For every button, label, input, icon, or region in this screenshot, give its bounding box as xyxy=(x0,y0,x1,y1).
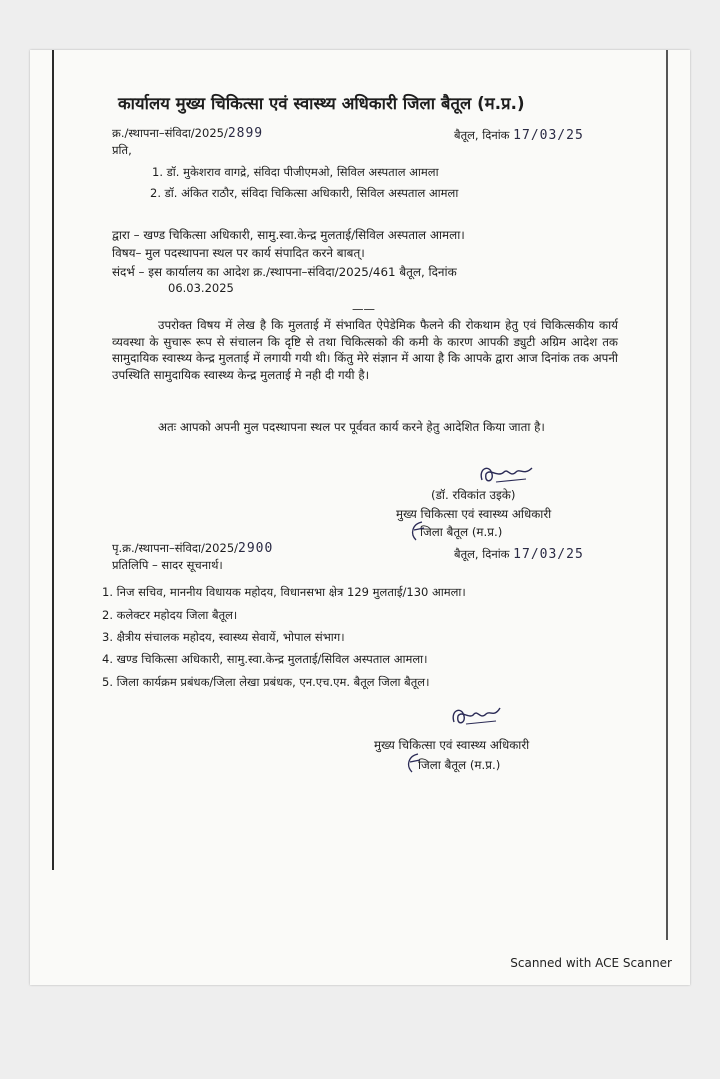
signature-scrawl-2 xyxy=(448,704,504,728)
copy-signatory-place: जिला बैतूल (म.प्र.) xyxy=(418,758,501,772)
subject-line: विषय– मुल पदस्थापना स्थल पर कार्य संपादित करने बाबत्। xyxy=(112,246,365,260)
reference-line: संदर्भ – इस कार्यालय का आदेश क्र./स्थापना–संविदा/2025/461 बैतूल, दिनांक xyxy=(112,265,457,279)
page-edge-left xyxy=(52,50,54,870)
pratilipi-label: प्रतिलिपि – सादर सूचनार्थ। xyxy=(112,558,223,572)
copy-place-date-label: बैतूल, दिनांक xyxy=(454,547,510,561)
initial-scrawl-2 xyxy=(404,752,422,774)
initial-scrawl-1 xyxy=(408,520,426,542)
recipient-1: 1. डॉ. मुकेशराव वागद्रे, संविदा पीजीएमओ, सिविल अस्पताल आमला xyxy=(152,165,439,179)
ref-prefix: क्र./स्थापना–संविदा/2025/ xyxy=(112,126,228,140)
signatory-place: जिला बैतूल (म.प्र.) xyxy=(420,525,503,539)
copy-signatory-title: मुख्य चिकित्सा एवं स्वास्थ्य अधिकारी xyxy=(374,738,530,752)
copy-ref-number-handwritten: 2900 xyxy=(238,541,274,556)
place-date xyxy=(454,128,584,143)
page-edge-right xyxy=(666,50,668,940)
prati-label: प्रति, xyxy=(112,143,132,157)
office-heading: कार्यालय मुख्य चिकित्सा एवं स्वास्थ्य अधिकारी जिला बैतूल (म.प्र.) xyxy=(118,94,525,113)
copy-item-3: 3. क्षैत्रीय संचालक महोदय, स्वास्थ्य सेवायें, भोपाल संभाग। xyxy=(102,630,345,644)
copy-item-5: 5. जिला कार्यक्रम प्रबंधक/जिला लेखा प्रबंधक, एन.एच.एम. बैतूल जिला बैतूल। xyxy=(102,675,430,689)
copy-date-handwritten: 17/03/25 xyxy=(513,547,584,562)
copy-item-2: 2. कलेक्टर महोदय जिला बैतूल। xyxy=(102,608,238,622)
dwara-line: द्वारा – खण्ड चिकित्सा अधिकारी, सामु.स्वा.केन्द्र मुलताई/सिविल अस्पताल आमला। xyxy=(112,228,465,242)
signatory-name: (डॉ. रविकांत उइके) xyxy=(431,488,516,502)
body-paragraph-1: उपरोक्त विषय में लेख है कि मुलताई में संभावित ऐपेडेमिक फैलने की रोकथाम हेतु एवं चिकित्सकीय कार्य व्यवस्था के सुचारू रूप से संचालन कि दृष्टि से तथा चिकित्सको की कमी के कारण आपकी ड्युटी अग्रिम आदेश तक सामुदायिक स्वास्थ्य केन्द्र मुलताई में लगायी गयी थी। किंतु मेरे संज्ञान में आया है कि आपके द्वारा आज दिनांक तक अपनी उपस्थिति सामुदायिक स्वास्थ्य केन्द्र मुलताई मे नही दी गयी है। xyxy=(112,318,618,382)
copy-place-date xyxy=(454,547,584,562)
reference-date: 06.03.2025 xyxy=(168,281,234,295)
scanner-watermark: Scanned with ACE Scanner xyxy=(510,956,672,970)
signatory-title: मुख्य चिकित्सा एवं स्वास्थ्य अधिकारी xyxy=(396,507,552,521)
ref-line xyxy=(112,126,263,141)
recipient-2: 2. डॉ. अंकित राठौर, संविदा चिकित्सा अधिकारी, सिविल अस्पताल आमला xyxy=(150,186,459,200)
separator-dash: —— xyxy=(352,302,375,316)
copy-ref-prefix: पृ.क्र./स्थापना–संविदा/2025/ xyxy=(112,541,239,555)
copy-item-1: 1. निज सचिव, माननीय विधायक महोदय, विधानसभा क्षेत्र 129 मुलताई/130 आमला। xyxy=(102,585,466,599)
copy-ref-line xyxy=(112,541,273,556)
ref-number-handwritten: 2899 xyxy=(227,126,264,141)
copy-item-4: 4. खण्ड चिकित्सा अधिकारी, सामु.स्वा.केन्द्र मुलताई/सिविल अस्पताल आमला। xyxy=(102,652,428,666)
place-date-label: बैतूल, दिनांक xyxy=(454,128,510,142)
date-handwritten: 17/03/25 xyxy=(513,128,584,143)
body-paragraph-2: अतः आपको अपनी मुल पदस्थापना स्थल पर पूर्ववत कार्य करने हेतु आदेशित किया जाता है। xyxy=(158,420,545,434)
signature-scrawl-1 xyxy=(476,462,536,486)
